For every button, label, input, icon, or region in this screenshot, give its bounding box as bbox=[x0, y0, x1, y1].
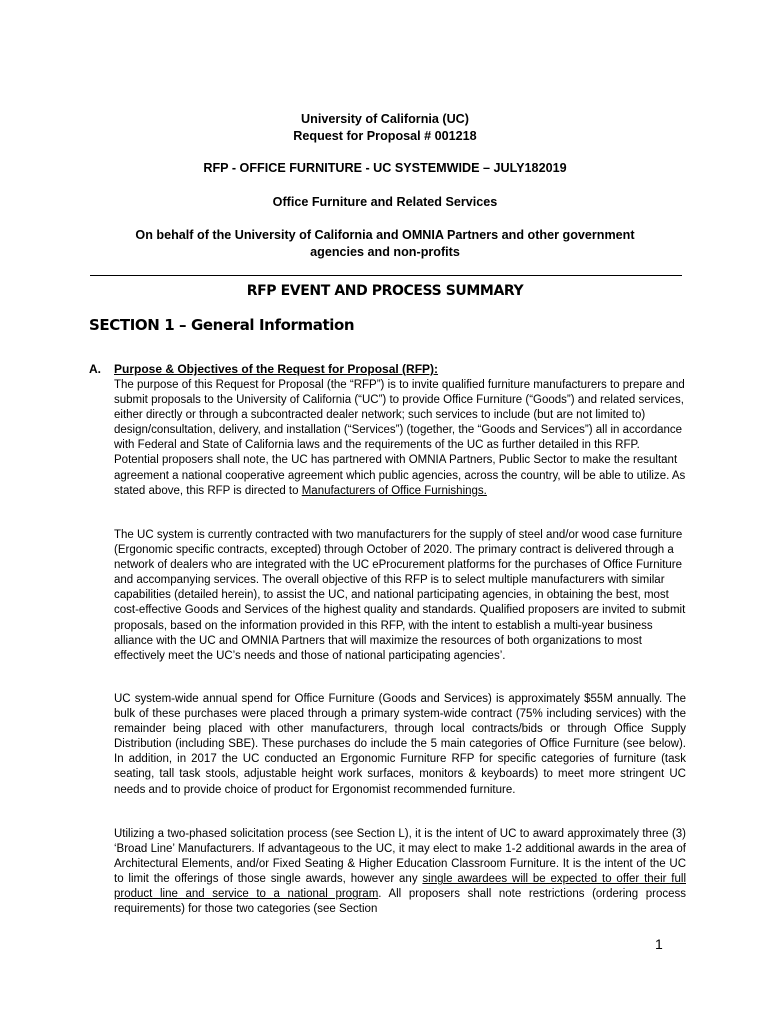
paragraph-current-contracts: The UC system is currently contracted with two manufacturers for the supply of steel and/or wood case furniture (Ergonomic specific contracts, excepted) through October of 2020. The primary contract is delivered through a network of dealers who are integrated with the UC eProcurement platforms for the purchases of Office Furniture and accompanying services. The overall objective of this RFP is to select multiple manufacturers with similar capabilities (detailed herein), to assist the UC, and national participating agencies, in obtaining the best, most cost-effective Goods and Services of the highest quality and standards. Qualified proposers are invited to submit proposals, based on the information provided in this RFP, with the intent to establish a multi-year business alliance with the UC and OMNIA Partners that will maximize the resources of both organizations to most effectively meet the UC’s needs and those of national participating agencies’. bbox=[114, 529, 686, 662]
university-title: University of California (UC) bbox=[301, 112, 469, 126]
single-awardees-underline: single awardees will be expected to offer their full product line and service to a national program bbox=[114, 873, 686, 901]
paragraph-annual-spend: UC system-wide annual spend for Office Furniture (Goods and Services) is approximately $55M annually. The bulk of these purchases were placed through a primary system-wide contract (75% including services) with the remainder being placed with other manufacturers, through local contracts/bids or through Office Supply Distribution (including SBE). These purchases do include the 5 main categories of Office Furniture (see below). In addition, in 2017 the UC conducted an Ergonomic Furniture RFP for specific categories of furniture (task seating, tall task stools, adjustable height work surfaces, monitors & keyboards) to meet more stringent UC needs and to provide choice of product for Ergonomist recommended furniture. bbox=[114, 693, 686, 796]
paragraph-solicitation-tail: . All proposers shall note restrictions (ordering process requirements) for those two categories (see Section bbox=[114, 888, 686, 916]
manufacturers-link: Manufacturers of Office Furnishings. bbox=[301, 484, 487, 497]
behalf-line-1: On behalf of the University of California and OMNIA Partners and other government bbox=[135, 228, 635, 242]
paragraph-purpose bbox=[114, 378, 686, 499]
behalf-line-2: agencies and non-profits bbox=[310, 245, 460, 259]
page-number: 1 bbox=[655, 936, 663, 952]
horizontal-rule bbox=[90, 275, 682, 276]
item-letter: A. bbox=[89, 362, 101, 376]
rfp-subtitle: Office Furniture and Related Services bbox=[272, 195, 498, 209]
paragraph-solicitation-text: Utilizing a two-phased solicitation process (see Section L), it is the intent of UC to award approximately three (3) ‘Broad Line’ Manufacturers. If advantageous to the UC, it may elect to make 1-2 additional awards in the area of Architectural Elements, and/or Fixed Seating & Higher Education Classroom Furniture. It is the intent of the UC to limit the offerings of those single awards, however any bbox=[114, 828, 686, 886]
rfp-number: Request for Proposal # 001218 bbox=[293, 129, 477, 143]
summary-heading: RFP EVENT AND PROCESS SUMMARY bbox=[246, 283, 524, 299]
paragraph-purpose-text: The purpose of this Request for Proposal (the “RFP”) is to invite qualified furniture manufacturers to prepare and submit proposals to the University of California (“UC”) to provide Office Furniture (“Goods”) and related services, either directly or through a subcontracted dealer network; such services to include (but are not limited to) design/consultation, delivery, and installation (“Services”) (together, the “Goods and Services”) all in accordance with Federal and State of California laws and the requirements of the UC as further detailed in this RFP. Potential proposers shall note, the UC has partnered with OMNIA Partners, Public Sector to make the resultant agreement a national cooperative agreement which public agencies, across the country, will be able to utilize. As stated above, this RFP is directed to bbox=[114, 379, 686, 497]
section-heading: SECTION 1 – General Information bbox=[89, 316, 355, 334]
paragraph-solicitation bbox=[114, 827, 686, 918]
item-heading: Purpose & Objectives of the Request for Proposal (RFP): bbox=[114, 362, 439, 376]
rfp-title: RFP - OFFICE FURNITURE - UC SYSTEMWIDE – JULY182019 bbox=[203, 161, 567, 175]
